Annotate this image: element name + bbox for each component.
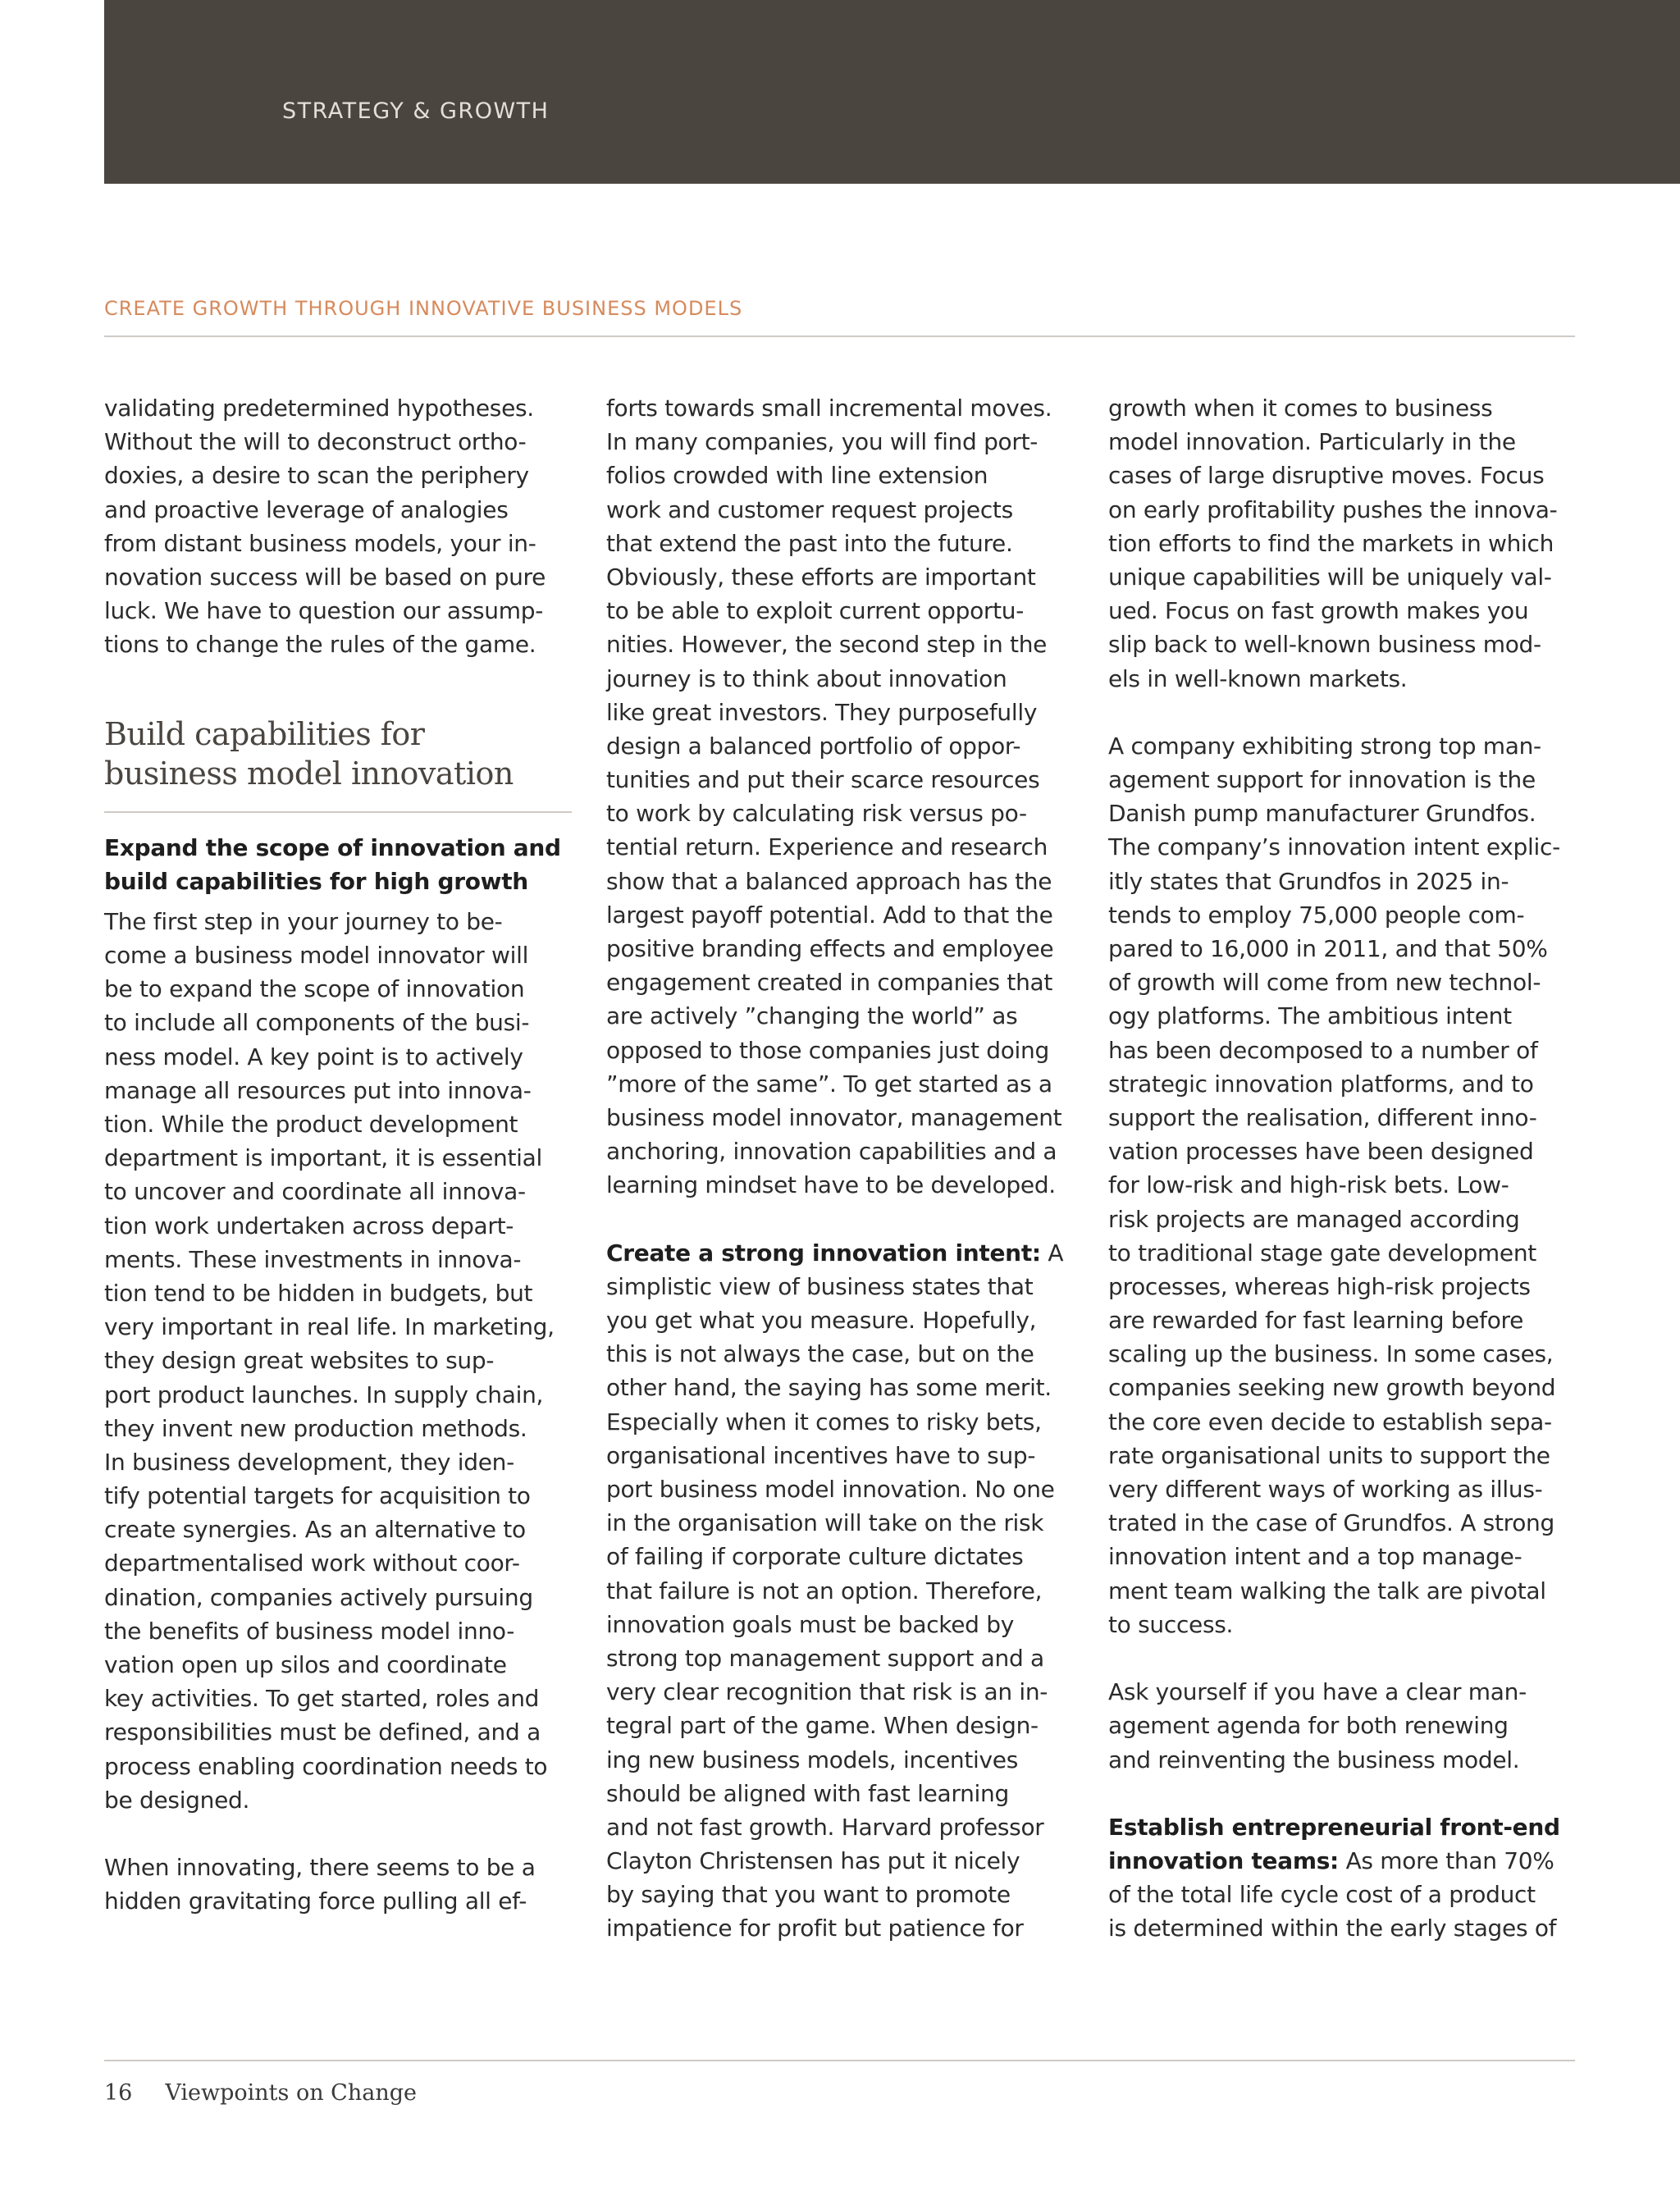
text-line: When innovating, there seems to be a — [104, 1854, 536, 1882]
text-line: ued. Focus on fast growth makes you — [1108, 597, 1529, 625]
column-2 — [606, 391, 1074, 1946]
text-line: The first step in your journey to be- — [104, 907, 503, 935]
text-line: slip back to well-known business mod- — [1108, 631, 1541, 659]
text-line: agement agenda for both renewing — [1108, 1712, 1509, 1740]
heading-line: Build capabilities for — [104, 715, 425, 752]
text-line: unique capabilities will be uniquely val- — [1108, 563, 1552, 591]
section-heading — [104, 714, 572, 793]
text-line: ments. These investments in innova- — [104, 1245, 522, 1273]
text-line: for low-risk and high-risk bets. Low- — [1108, 1171, 1509, 1199]
text-line: to uncover and coordinate all innova- — [104, 1178, 526, 1206]
text-line: and reinventing the business model. — [1108, 1746, 1520, 1773]
text-line: tion work undertaken across depart- — [104, 1212, 514, 1239]
text-line: you get what you measure. Hopefully, — [606, 1307, 1037, 1335]
text-line: positive branding effects and employee — [606, 935, 1054, 962]
text-line: that failure is not an option. Therefore, — [606, 1577, 1043, 1604]
text-line: growth when it comes to business — [1108, 395, 1493, 422]
text-line: Without the will to deconstruct ortho- — [104, 428, 527, 456]
text-line: they design great websites to sup- — [104, 1347, 495, 1375]
text-line: The company’s innovation intent explic- — [1108, 833, 1560, 861]
page-number: 16 — [104, 2080, 133, 2106]
text-line: of the total life cycle cost of a product — [1108, 1881, 1536, 1909]
paragraph-4 — [1108, 1810, 1576, 1946]
text-line: department is important, it is essential — [104, 1144, 542, 1172]
text-line: and not fast growth. Harvard professor — [606, 1813, 1044, 1841]
paragraph-1 — [606, 391, 1074, 1203]
text-line: validating predetermined hypotheses. — [104, 395, 534, 422]
text-line: ”more of the same”. To get started as a — [606, 1070, 1052, 1098]
text-line: organisational incentives have to sup- — [606, 1441, 1036, 1469]
paragraph-gap — [104, 1817, 572, 1851]
text-line: ment team walking the talk are pivotal — [1108, 1577, 1546, 1604]
inline-lead-rest: As more than 70% — [1338, 1847, 1554, 1875]
section-label: STRATEGY & GROWTH — [282, 98, 550, 124]
text-line: tions to change the rules of the game. — [104, 631, 536, 659]
text-line: risk projects are managed according — [1108, 1205, 1520, 1233]
paragraph-2 — [1108, 729, 1576, 1641]
text-line: ness model. A key point is to actively — [104, 1043, 523, 1070]
text-line: doxies, a desire to scan the periphery — [104, 462, 529, 490]
text-line: In many companies, you will find port- — [606, 428, 1039, 456]
text-line: port business model innovation. No one — [606, 1476, 1055, 1503]
text-line: processes, whereas high-risk projects — [1108, 1272, 1531, 1300]
footer-divider — [104, 2060, 1575, 2061]
text-line: support the realisation, different inno- — [1108, 1103, 1537, 1131]
text-line: Establish entrepreneurial front-end — [1108, 1813, 1560, 1841]
paragraph-2 — [104, 905, 572, 1817]
text-line: tential return. Experience and research — [606, 833, 1048, 861]
text-line: anchoring, innovation capabilities and a — [606, 1138, 1057, 1166]
text-line: vation open up silos and coordinate — [104, 1651, 507, 1678]
heading-line: business model innovation — [104, 755, 514, 792]
text-line: largest payoff potential. Add to that the — [606, 901, 1053, 929]
text-line: innovation goals must be backed by — [606, 1610, 1014, 1638]
paragraph-1 — [1108, 391, 1576, 696]
paragraph-2 — [606, 1236, 1074, 1946]
text-line — [606, 1236, 1074, 1270]
paragraph-3 — [1108, 1675, 1576, 1777]
text-line: work and customer request projects — [606, 495, 1013, 523]
text-line: rate organisational units to support the — [1108, 1441, 1550, 1469]
text-line: in the organisation will take on the risk — [606, 1509, 1044, 1537]
text-line: journey is to think about innovation — [606, 664, 1007, 692]
text-line: Clayton Christensen has put it nicely — [606, 1847, 1020, 1875]
text-line: scaling up the business. In some cases, — [1108, 1340, 1554, 1368]
text-line: tegral part of the game. When design- — [606, 1712, 1039, 1740]
text-line: of growth will come from new technol- — [1108, 969, 1541, 997]
text-line: they invent new production methods. — [104, 1414, 527, 1442]
chapter-title: CREATE GROWTH THROUGH INNOVATIVE BUSINESS MODELS — [104, 297, 743, 320]
text-line: to success. — [1108, 1610, 1234, 1638]
text-line: tion. While the product development — [104, 1111, 518, 1138]
text-line: luck. We have to question our assump- — [104, 597, 544, 625]
text-line: A company exhibiting strong top man- — [1108, 732, 1541, 760]
text-line: of failing if corporate culture dictates — [606, 1543, 1024, 1571]
text-line: model innovation. Particularly in the — [1108, 428, 1516, 456]
inline-bold-lead: innovation teams: — [1108, 1847, 1339, 1875]
text-line: manage all resources put into innova- — [104, 1076, 532, 1104]
publication-title: Viewpoints on Change — [165, 2080, 417, 2106]
text-line: cases of large disruptive moves. Focus — [1108, 462, 1545, 490]
subheading — [104, 831, 572, 898]
text-line: very clear recognition that risk is an in- — [606, 1678, 1048, 1706]
text-line: come a business model innovator will — [104, 942, 529, 970]
text-line: dination, companies actively pursuing — [104, 1583, 533, 1611]
inline-lead-rest: A — [1040, 1239, 1064, 1267]
text-line: is determined within the early stages of — [1108, 1915, 1557, 1942]
text-line: to traditional stage gate development — [1108, 1239, 1536, 1267]
text-line: agement support for innovation is the — [1108, 766, 1536, 794]
text-line: show that a balanced approach has the — [606, 867, 1052, 895]
paragraph-3 — [104, 1851, 572, 1918]
text-line: tunities and put their scarce resources — [606, 766, 1040, 794]
text-line: port product launches. In supply chain, — [104, 1381, 544, 1408]
text-line: opposed to those companies just doing — [606, 1036, 1049, 1064]
text-line: on early profitability pushes the innova- — [1108, 495, 1558, 523]
text-line: hidden gravitating force pulling all ef- — [104, 1887, 527, 1915]
text-line: to include all components of the busi- — [104, 1009, 530, 1037]
text-line: engagement created in companies that — [606, 969, 1053, 997]
text-line: folios crowded with line extension — [606, 462, 988, 490]
header-band — [104, 0, 1680, 184]
text-line: by saying that you want to promote — [606, 1881, 1011, 1909]
text-line: tion efforts to find the markets in which — [1108, 529, 1554, 557]
text-line: Especially when it comes to risky bets, — [606, 1408, 1042, 1435]
header-divider — [104, 335, 1575, 337]
text-line: to work by calculating risk versus po- — [606, 800, 1027, 828]
inline-bold-lead: Create a strong innovation intent: — [606, 1239, 1041, 1267]
text-line: novation success will be based on pure — [104, 563, 546, 591]
text-line: strategic innovation platforms, and to — [1108, 1070, 1534, 1098]
text-line: pared to 16,000 in 2011, and that 50% — [1108, 935, 1548, 962]
text-line: forts towards small incremental moves. — [606, 395, 1052, 422]
text-line: strong top management support and a — [606, 1644, 1044, 1672]
text-line: from distant business models, your in- — [104, 529, 536, 557]
text-line: design a balanced portfolio of oppor- — [606, 732, 1021, 760]
text-line: In business development, they iden- — [104, 1448, 514, 1476]
text-line: responsibilities must be defined, and a — [104, 1718, 541, 1746]
column-1 — [104, 391, 572, 1919]
text-line: create synergies. As an alternative to — [104, 1516, 526, 1544]
text-line: departmentalised work without coor- — [104, 1550, 520, 1577]
text-line: like great investors. They purposefully — [606, 698, 1038, 726]
text-line: itly states that Grundfos in 2025 in- — [1108, 867, 1509, 895]
text-line: innovation intent and a top manage- — [1108, 1543, 1522, 1571]
text-line: that extend the past into the future. — [606, 529, 1013, 557]
text-line: vation processes have been designed — [1108, 1138, 1534, 1166]
paragraph-1 — [104, 391, 572, 662]
text-line: tends to employ 75,000 people com- — [1108, 901, 1525, 929]
text-line: very different ways of working as illus- — [1108, 1476, 1543, 1503]
text-line: business model innovator, management — [606, 1103, 1062, 1131]
text-line: ogy platforms. The ambitious intent — [1108, 1002, 1512, 1030]
page-footer — [104, 2080, 417, 2106]
subheading-line: Expand the scope of innovation and — [104, 833, 561, 861]
text-line: els in well-known markets. — [1108, 664, 1408, 692]
text-line: be to expand the scope of innovation — [104, 975, 525, 1003]
text-line: and proactive leverage of analogies — [104, 495, 509, 523]
text-line: impatience for profit but patience for — [606, 1915, 1024, 1942]
text-line: tion tend to be hidden in budgets, but — [104, 1279, 533, 1307]
text-line: has been decomposed to a number of — [1108, 1036, 1538, 1064]
text-line: this is not always the case, but on the — [606, 1340, 1034, 1368]
text-line: the core even decide to establish sepa- — [1108, 1408, 1552, 1435]
text-line: other hand, the saying has some merit. — [606, 1374, 1052, 1402]
text-line: to be able to exploit current opportu- — [606, 597, 1025, 625]
text-line: Obviously, these efforts are important — [606, 563, 1036, 591]
text-line: be designed. — [104, 1786, 250, 1814]
text-line: are actively ”changing the world” as — [606, 1002, 1018, 1030]
heading-divider — [104, 811, 572, 813]
paragraph-gap — [1108, 696, 1576, 729]
text-line: ing new business models, incentives — [606, 1746, 1019, 1773]
text-line: the benefits of business model inno- — [104, 1617, 515, 1645]
text-line: nities. However, the second step in the — [606, 631, 1048, 659]
text-line: process enabling coordination needs to — [104, 1752, 548, 1780]
text-line: simplistic view of business states that — [606, 1272, 1034, 1300]
paragraph-gap — [1108, 1641, 1576, 1675]
subheading-line: build capabilities for high growth — [104, 867, 528, 895]
text-line: key activities. To get started, roles and — [104, 1685, 540, 1713]
paragraph-gap — [1108, 1777, 1576, 1810]
text-line: trated in the case of Grundfos. A strong — [1108, 1509, 1554, 1537]
text-line: very important in real life. In marketing, — [104, 1313, 555, 1341]
text-line: tify potential targets for acquisition to — [104, 1482, 531, 1510]
text-line: Danish pump manufacturer Grundfos. — [1108, 800, 1536, 828]
text-line — [1108, 1844, 1576, 1878]
text-line: companies seeking new growth beyond — [1108, 1374, 1556, 1402]
text-line: are rewarded for fast learning before — [1108, 1307, 1524, 1335]
column-3 — [1108, 391, 1576, 1946]
paragraph-gap — [606, 1203, 1074, 1236]
text-line: learning mindset have to be developed. — [606, 1171, 1056, 1199]
text-line: should be aligned with fast learning — [606, 1779, 1009, 1807]
text-line: Ask yourself if you have a clear man- — [1108, 1678, 1527, 1706]
